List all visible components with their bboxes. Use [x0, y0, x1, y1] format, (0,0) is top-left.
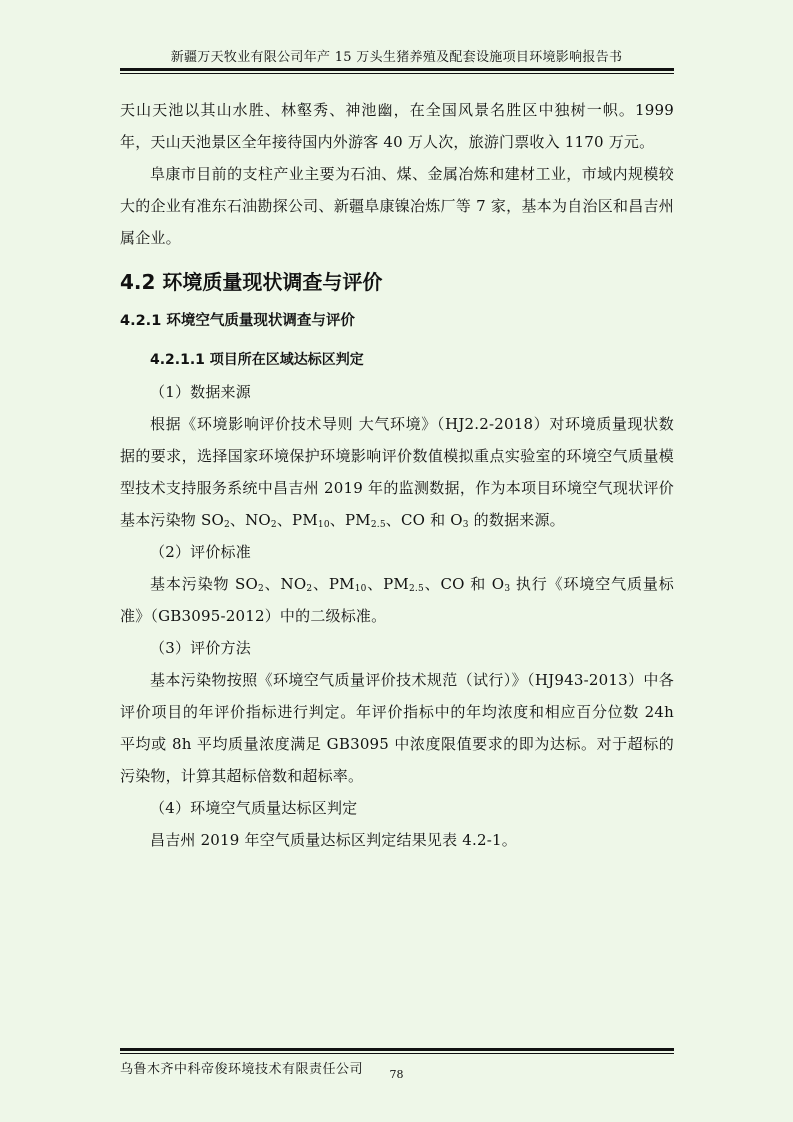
item1-text-d: 、PM: [329, 511, 371, 529]
section-heading: 4.2 环境质量现状调查与评价: [120, 270, 383, 294]
item1-text-f: 的数据来源。: [468, 511, 565, 529]
footer-rule-thick: [120, 1048, 674, 1051]
subsection-heading: 4.2.1 环境空气质量现状调查与评价: [120, 313, 355, 329]
subscript-so2: 2: [258, 584, 264, 594]
item2-text-f: 执行《环境空气质量标准》（GB3095-2012）中的二级标准。: [120, 575, 674, 625]
subscript-no2: 2: [270, 520, 277, 530]
subscript-so2: 2: [223, 520, 230, 530]
subscript-pm10: 10: [317, 520, 330, 530]
item2-heading: （2）评价标准: [150, 543, 251, 561]
item2-text-a: 基本污染物 SO: [150, 575, 259, 593]
subscript-o3: 3: [504, 584, 511, 594]
subscript-pm25: 2.5: [408, 584, 424, 594]
subsubsection-heading: 4.2.1.1 项目所在区域达标区判定: [150, 352, 364, 368]
item1-text-c: 、PM: [276, 511, 318, 529]
item2-text-e: 、CO 和 O: [423, 575, 505, 593]
item2-paragraph: [120, 568, 674, 632]
document-body: [120, 94, 674, 856]
item4-heading: （4）环境空气质量达标区判定: [150, 799, 358, 817]
item1-text-e: 、CO 和 O: [385, 511, 463, 529]
subscript-no2: 2: [306, 584, 313, 594]
item1-text-b: 、NO: [229, 511, 271, 529]
paragraph-industry: 阜康市目前的支柱产业主要为石油、煤、金属冶炼和建材工业，市域内规模较大的企业有准东石油勘探公司、新疆阜康镍冶炼厂等 7 家，基本为自治区和昌吉州属企业。: [120, 165, 674, 247]
item2-text-d: 、PM: [366, 575, 409, 593]
running-header: 新疆万天牧业有限公司年产 15 万头生猪养殖及配套设施项目环境影响报告书: [170, 50, 623, 65]
item3-heading: （3）评价方法: [150, 639, 251, 657]
item4-paragraph: 昌吉州 2019 年空气质量达标区判定结果见表 4.2-1。: [150, 831, 517, 849]
page-number: 78: [389, 1068, 404, 1081]
item1-text-a: 根据《环境影响评价技术导则 大气环境》（HJ2.2-2018）对环境质量现状数据的要求，选择国家环境保护环境影响评价数值模拟重点实验室的环境空气质量模型技术支持服务系统中昌吉州 2019 年的监测数据，作为本项目环境空气现状评价基本污染物 SO: [120, 415, 674, 529]
footer-rule-thin: [120, 1053, 674, 1054]
header-rule-thick: [120, 68, 674, 71]
item2-text-c: 、PM: [312, 575, 355, 593]
item2-text-b: 、NO: [263, 575, 307, 593]
item1-heading: （1）数据来源: [150, 383, 251, 401]
subscript-pm10: 10: [354, 584, 367, 594]
subscript-pm25: 2.5: [370, 520, 386, 530]
paragraph-tianchi: 天山天池以其山水胜、林壑秀、神池幽，在全国风景名胜区中独树一帜。1999 年，天山天池景区全年接待国内外游客 40 万人次，旅游门票收入 1170 万元。: [120, 101, 674, 151]
footer-company: 乌鲁木齐中科帝俊环境技术有限责任公司: [120, 1062, 364, 1077]
subscript-o3: 3: [462, 520, 469, 530]
header-rule-thin: [120, 73, 674, 74]
item3-paragraph: 基本污染物按照《环境空气质量评价技术规范（试行）》（HJ943-2013）中各评价项目的年评价指标进行判定。年评价指标中的年均浓度和相应百分位数 24h 平均或 8h 平均质量浓度满足 GB3095 中浓度限值要求的即为达标。对于超标的污染物，计算其超标倍数和超标率。: [120, 671, 674, 785]
item1-paragraph: [120, 408, 674, 536]
